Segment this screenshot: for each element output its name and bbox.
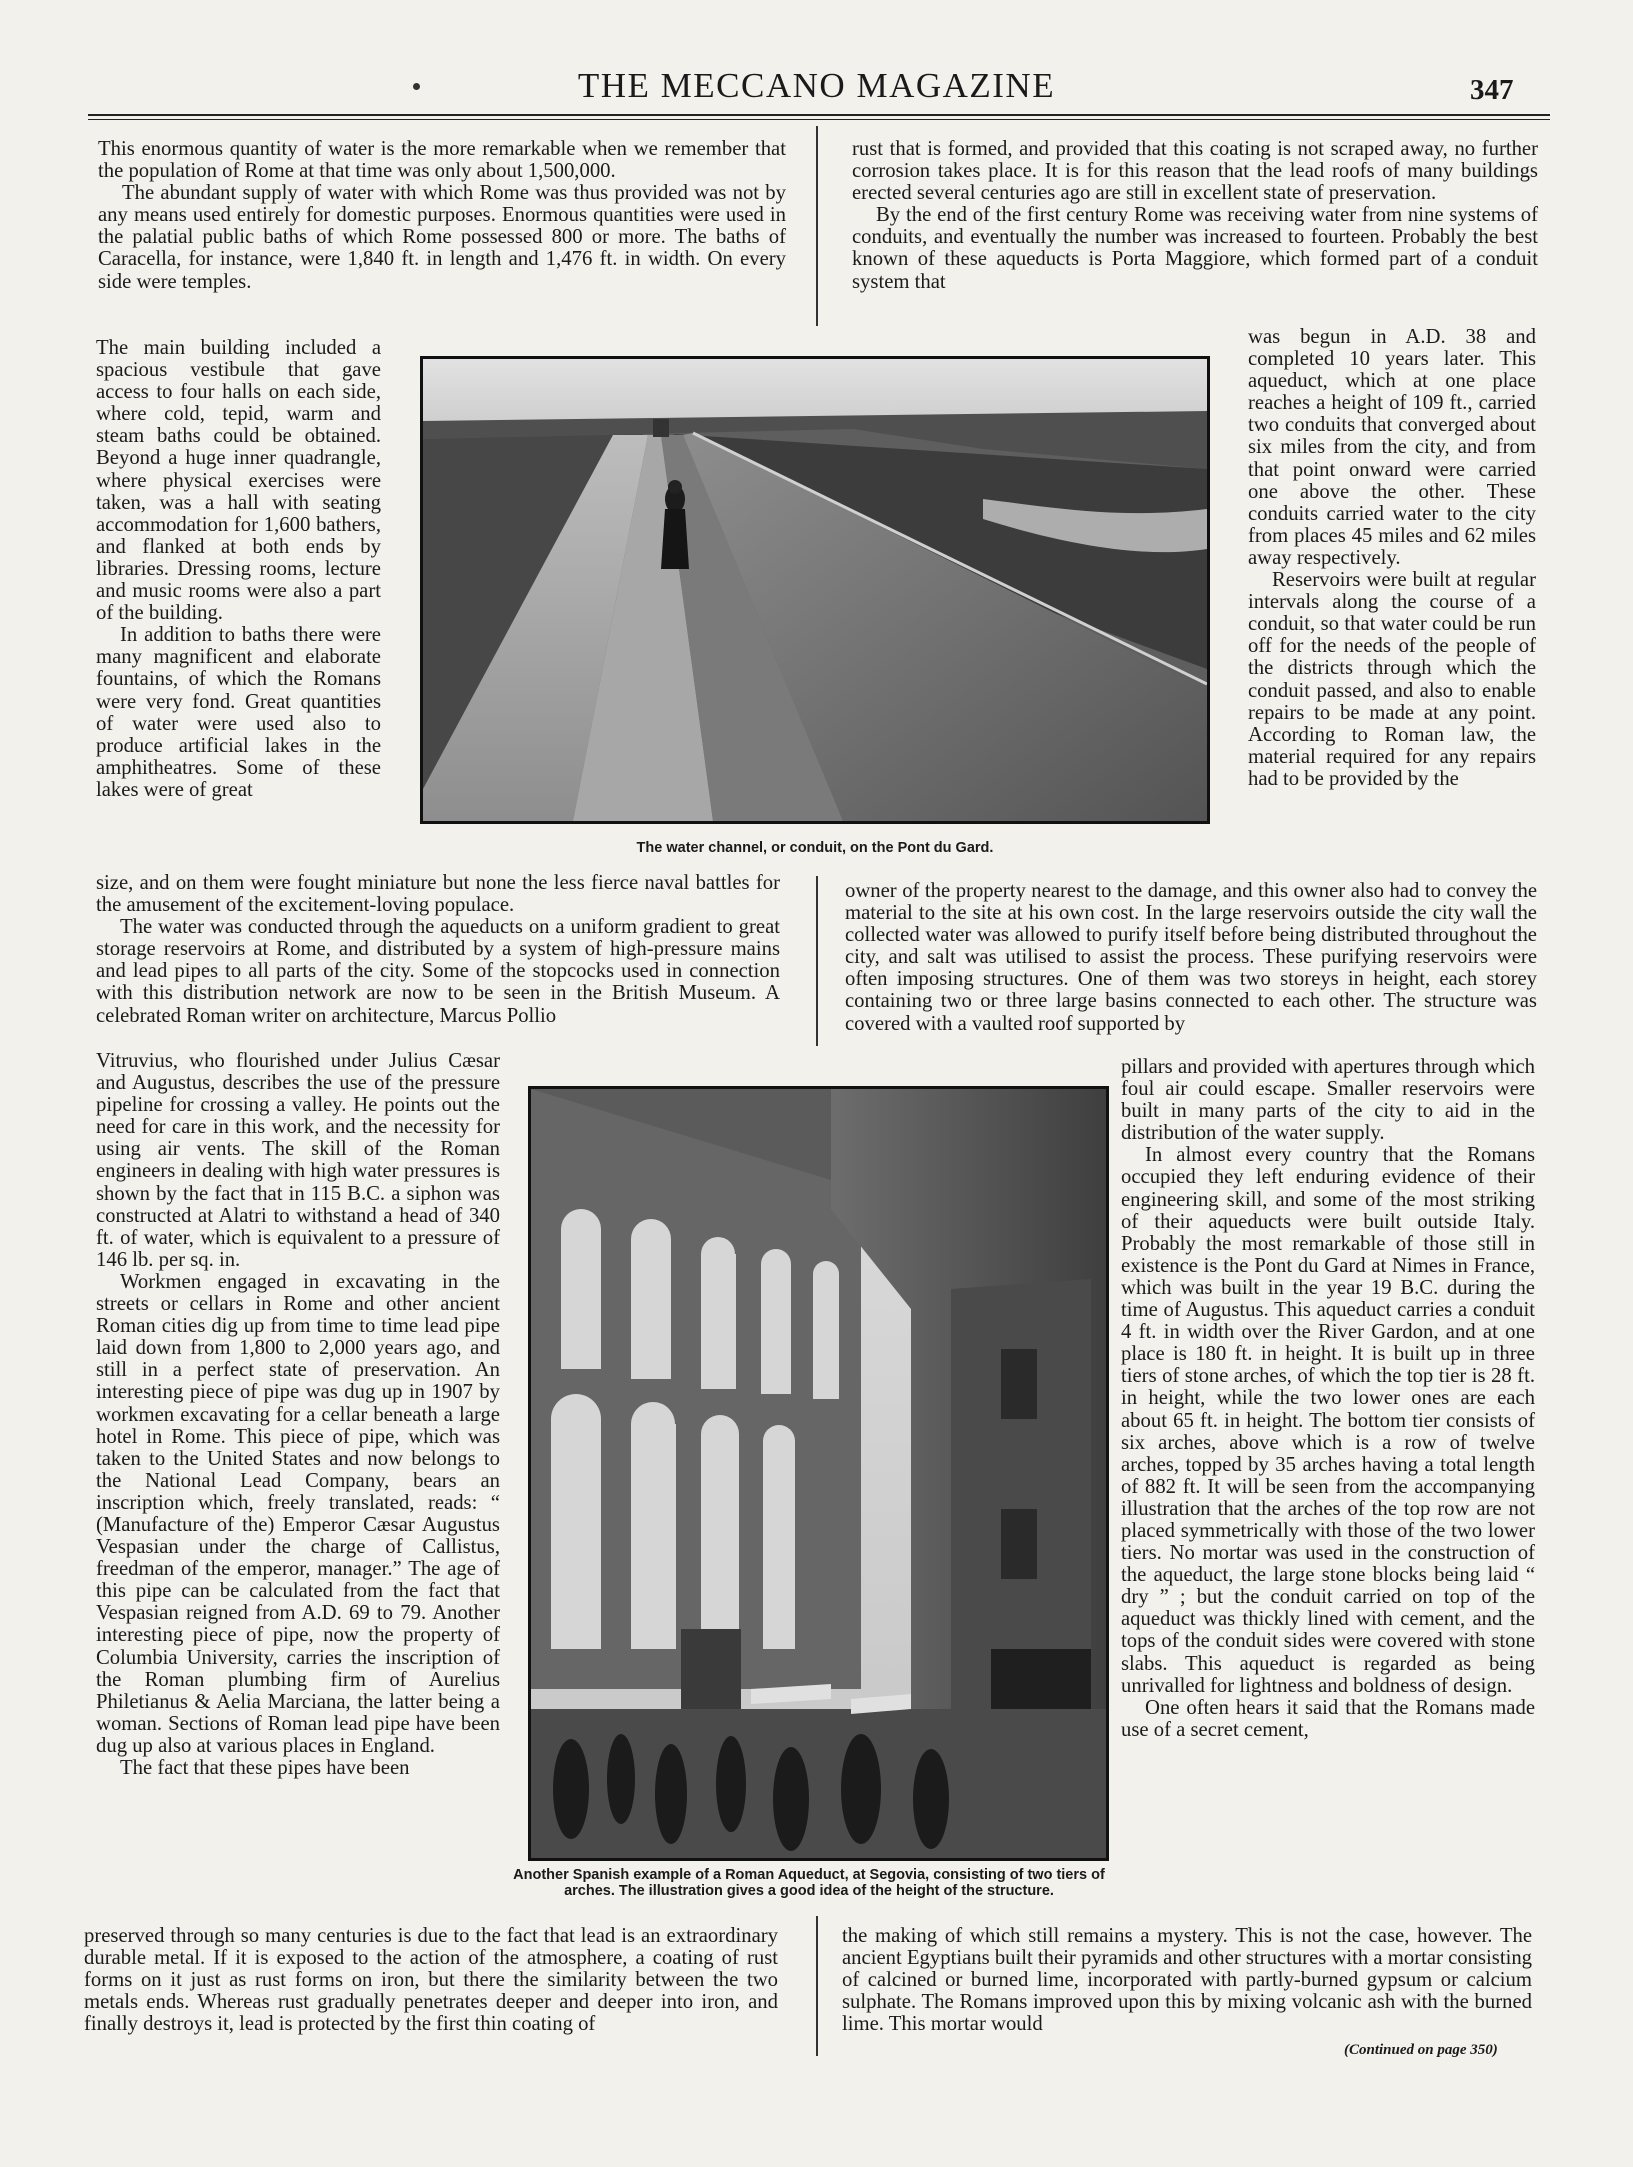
- paragraph: pillars and provided with apertures through which foul air could escape. Smaller reservoirs were built in many parts of the city to aid in the distribution of the water supply.: [1121, 1056, 1535, 1145]
- paragraph: rust that is formed, and provided that this coating is not scraped away, no further corrosion takes place. It is for this reason that the lead roofs of many buildings erected several centuries ago are still in excellent state of preservation.: [852, 138, 1538, 205]
- right-text-wrap-1: [1248, 326, 1536, 790]
- left-text-top: [98, 138, 786, 293]
- paragraph: The abundant supply of water with which Rome was thus provided was not by any means used entirely for domestic purposes. Enormous quantities were used in the palatial public baths of which Rome possessed 800 or more. The baths of Caracella, for instance, were 1,840 ft. in length and 1,476 ft. in width. On every side were temples.: [98, 182, 786, 293]
- paragraph: The fact that these pipes have been: [120, 1757, 410, 1779]
- paragraph: Vitruvius, who flourished under Julius Cæsar and Augustus, describes the use of the pressure pipeline for crossing a valley. He points out the need for care in this work, and the necessity for using air vents. The skill of the Roman engineers in dealing with high water pressures is shown by the fact that in 115 B.C. a siphon was constructed at Alatri to withstand a head of 340 ft. of water, which is equivalent to a pressure of 146 lb. per sq. in.: [96, 1050, 500, 1271]
- pont-du-gard-caption: The water channel, or conduit, on the Pont du Gard.: [636, 840, 994, 856]
- paragraph: preserved through so many centuries is due to the fact that lead is an extraordinary durable metal. If it is exposed to the action of the atmosphere, a coating of rust forms on it just as rust forms on iron, but there the similarity between the two metals ends. Whereas rust gradually penetrates deeper and deeper into iron, and finally destroys it, lead is protected by the first thin coating of: [84, 1925, 778, 2036]
- paragraph: owner of the property nearest to the damage, and this owner also had to convey the material to the site at his own cost. In the large reservoirs outside the city wall the collected water was allowed to purify itself before being distributed throughout the city, and salt was utilised to assist the process. These purifying reservoirs were often imposing structures. One of them was two storeys in height, each storey containing two or three large basins connected to each other. The structure was covered with a vaulted roof supported by: [845, 880, 1537, 1035]
- left-text-wrap-2: [96, 1050, 500, 1779]
- column-rule-bottom: [816, 1916, 818, 2056]
- column-rule-middle: [816, 876, 818, 1046]
- paragraph: This enormous quantity of water is the more remarkable when we remember that the population of Rome at that time was only about 1,500,000.: [98, 138, 786, 183]
- left-text-wrap-1: [96, 337, 381, 801]
- header-rule: [88, 114, 1550, 116]
- paragraph: was begun in A.D. 38 and completed 10 years later. This aqueduct, which at one place reaches a height of 109 ft., carried two conduits that converged about six miles from the city, and from that point onward were carried one above the other. These conduits carried water to the city from places 45 miles and 62 miles away respectively.: [1248, 326, 1536, 569]
- right-text-top: [852, 138, 1538, 293]
- paragraph: Workmen engaged in excavating in the streets or cellars in Rome and other ancient Roman cities dig up from time to time lead pipe laid down from 1,800 to 2,000 years ago, and still in a perfect state of preservation. An interesting piece of pipe was dug up in 1907 by workmen excavating for a cellar beneath a large hotel in Rome. This piece of pipe, which was taken to the United States and now belongs to the National Lead Company, bears an inscription which, freely translated, reads: “ (Manufacture of the) Emperor Cæsar Augustus Vespasian under the charge of Callistus, freedman of the emperor, manager.” The age of this pipe can be calculated from the fact that Vespasian reigned from A.D. 69 to 79. Another interesting piece of pipe, now the property of Columbia University, carries the inscription of the Roman plumbing firm of Aurelius Philetianus & Aelia Marciana, the latter being a woman. Sections of Roman lead pipe have been dug up also at various places in England.: [96, 1270, 500, 1757]
- paragraph: The water was conducted through the aqueducts on a uniform gradient to great storage reservoirs at Rome, and distributed by a system of high-pressure mains and lead pipes to all parts of the city. Some of the stopcocks used in connection with this distribution network are now to be seen in the British Museum. A celebrated Roman writer on architecture, Marcus Pollio: [96, 916, 780, 1027]
- continued-note: (Continued on page 350): [1344, 2042, 1498, 2058]
- right-text-bottom: [842, 1925, 1532, 2035]
- paragraph: The main building included a spacious vestibule that gave access to four halls on each side, where cold, tepid, warm and steam baths could be obtained. Beyond a huge inner quadrangle, where physical exercises were taken, was a hall with seating accommodation for 1,600 bathers, and flanked at both ends by libraries. Dressing rooms, lecture and music rooms were also a part of the building.: [96, 337, 381, 625]
- pont-du-gard-photo: [420, 356, 1210, 824]
- magazine-title: THE MECCANO MAGAZINE: [577, 66, 1056, 105]
- paragraph: size, and on them were fought miniature but none the less fierce naval battles for the amusement of the excitement-loving populace.: [96, 872, 780, 917]
- left-text-bottom: [84, 1925, 778, 2035]
- column-rule-top: [816, 126, 818, 326]
- paragraph: In almost every country that the Romans occupied they left enduring evidence of their engineering skill, and some of the most striking of their aqueducts were built outside Italy. Probably the most remarkable of those still in existence is the Pont du Gard at Nimes in France, which was built in the year 19 B.C. during the time of Augustus. This aqueduct carries a conduit 4 ft. in width over the River Gardon, and at one place is 180 ft. in height. It is built up in three tiers of stone arches, of which the top tier is 28 ft. in height, while the two lower ones are each about 65 ft. in height. The bottom tier consists of six arches, above which is a row of twelve arches, topped by 35 arches having a total length of 882 ft. It will be seen from the accompanying illustration that the arches of the top row are not placed symmetrically with those of the two lower tiers. No mortar was used in the construction of the aqueduct, the large stone blocks being laid “ dry ” ; but the conduit carried on top of the aqueduct was thickly lined with cement, and the tops of the conduit sides were covered with stone slabs. This aqueduct is regarded as being unrivalled for lightness and boldness of design.: [1121, 1144, 1535, 1697]
- right-text-middle: [845, 880, 1537, 1035]
- paragraph: In addition to baths there were many magnificent and elaborate fountains, of which the Romans were very fond. Great quantities of water were used also to produce artificial lakes in the amphitheatres. Some of these lakes were of great: [96, 624, 381, 801]
- segovia-caption: Another Spanish example of a Roman Aqueduct, at Segovia, consisting of two tiers of arches. The illustration gives a good idea of the height of the structure.: [513, 1867, 1105, 1899]
- paragraph: By the end of the first century Rome was receiving water from nine systems of conduits, and eventually the number was increased to fourteen. Probably the best known of these aqueducts is Porta Maggiore, which formed part of a conduit system that: [852, 204, 1538, 293]
- paragraph: the making of which still remains a mystery. This is not the case, however. The ancient Egyptians built their pyramids and other structures with a mortar consisting of calcined or burned lime, incorporated with partly-burned gypsum or calcium sulphate. The Romans improved upon this by mixing volcanic ash with the burned lime. This mortar would: [842, 1925, 1533, 2036]
- paragraph: Reservoirs were built at regular intervals along the course of a conduit, so that water could be run off for the needs of the people of the districts through which the conduit passed, and also to enable repairs to be made at any point. According to Roman law, the material required for any repairs had to be provided by the: [1248, 569, 1536, 790]
- right-text-wrap-2: [1121, 1056, 1535, 1741]
- segovia-aqueduct-photo: [528, 1086, 1109, 1861]
- header-rule-thin: [88, 119, 1550, 120]
- left-text-middle: [96, 872, 780, 1027]
- page-number: 347: [1470, 74, 1514, 106]
- paragraph: One often hears it said that the Romans made use of a secret cement,: [1121, 1696, 1535, 1741]
